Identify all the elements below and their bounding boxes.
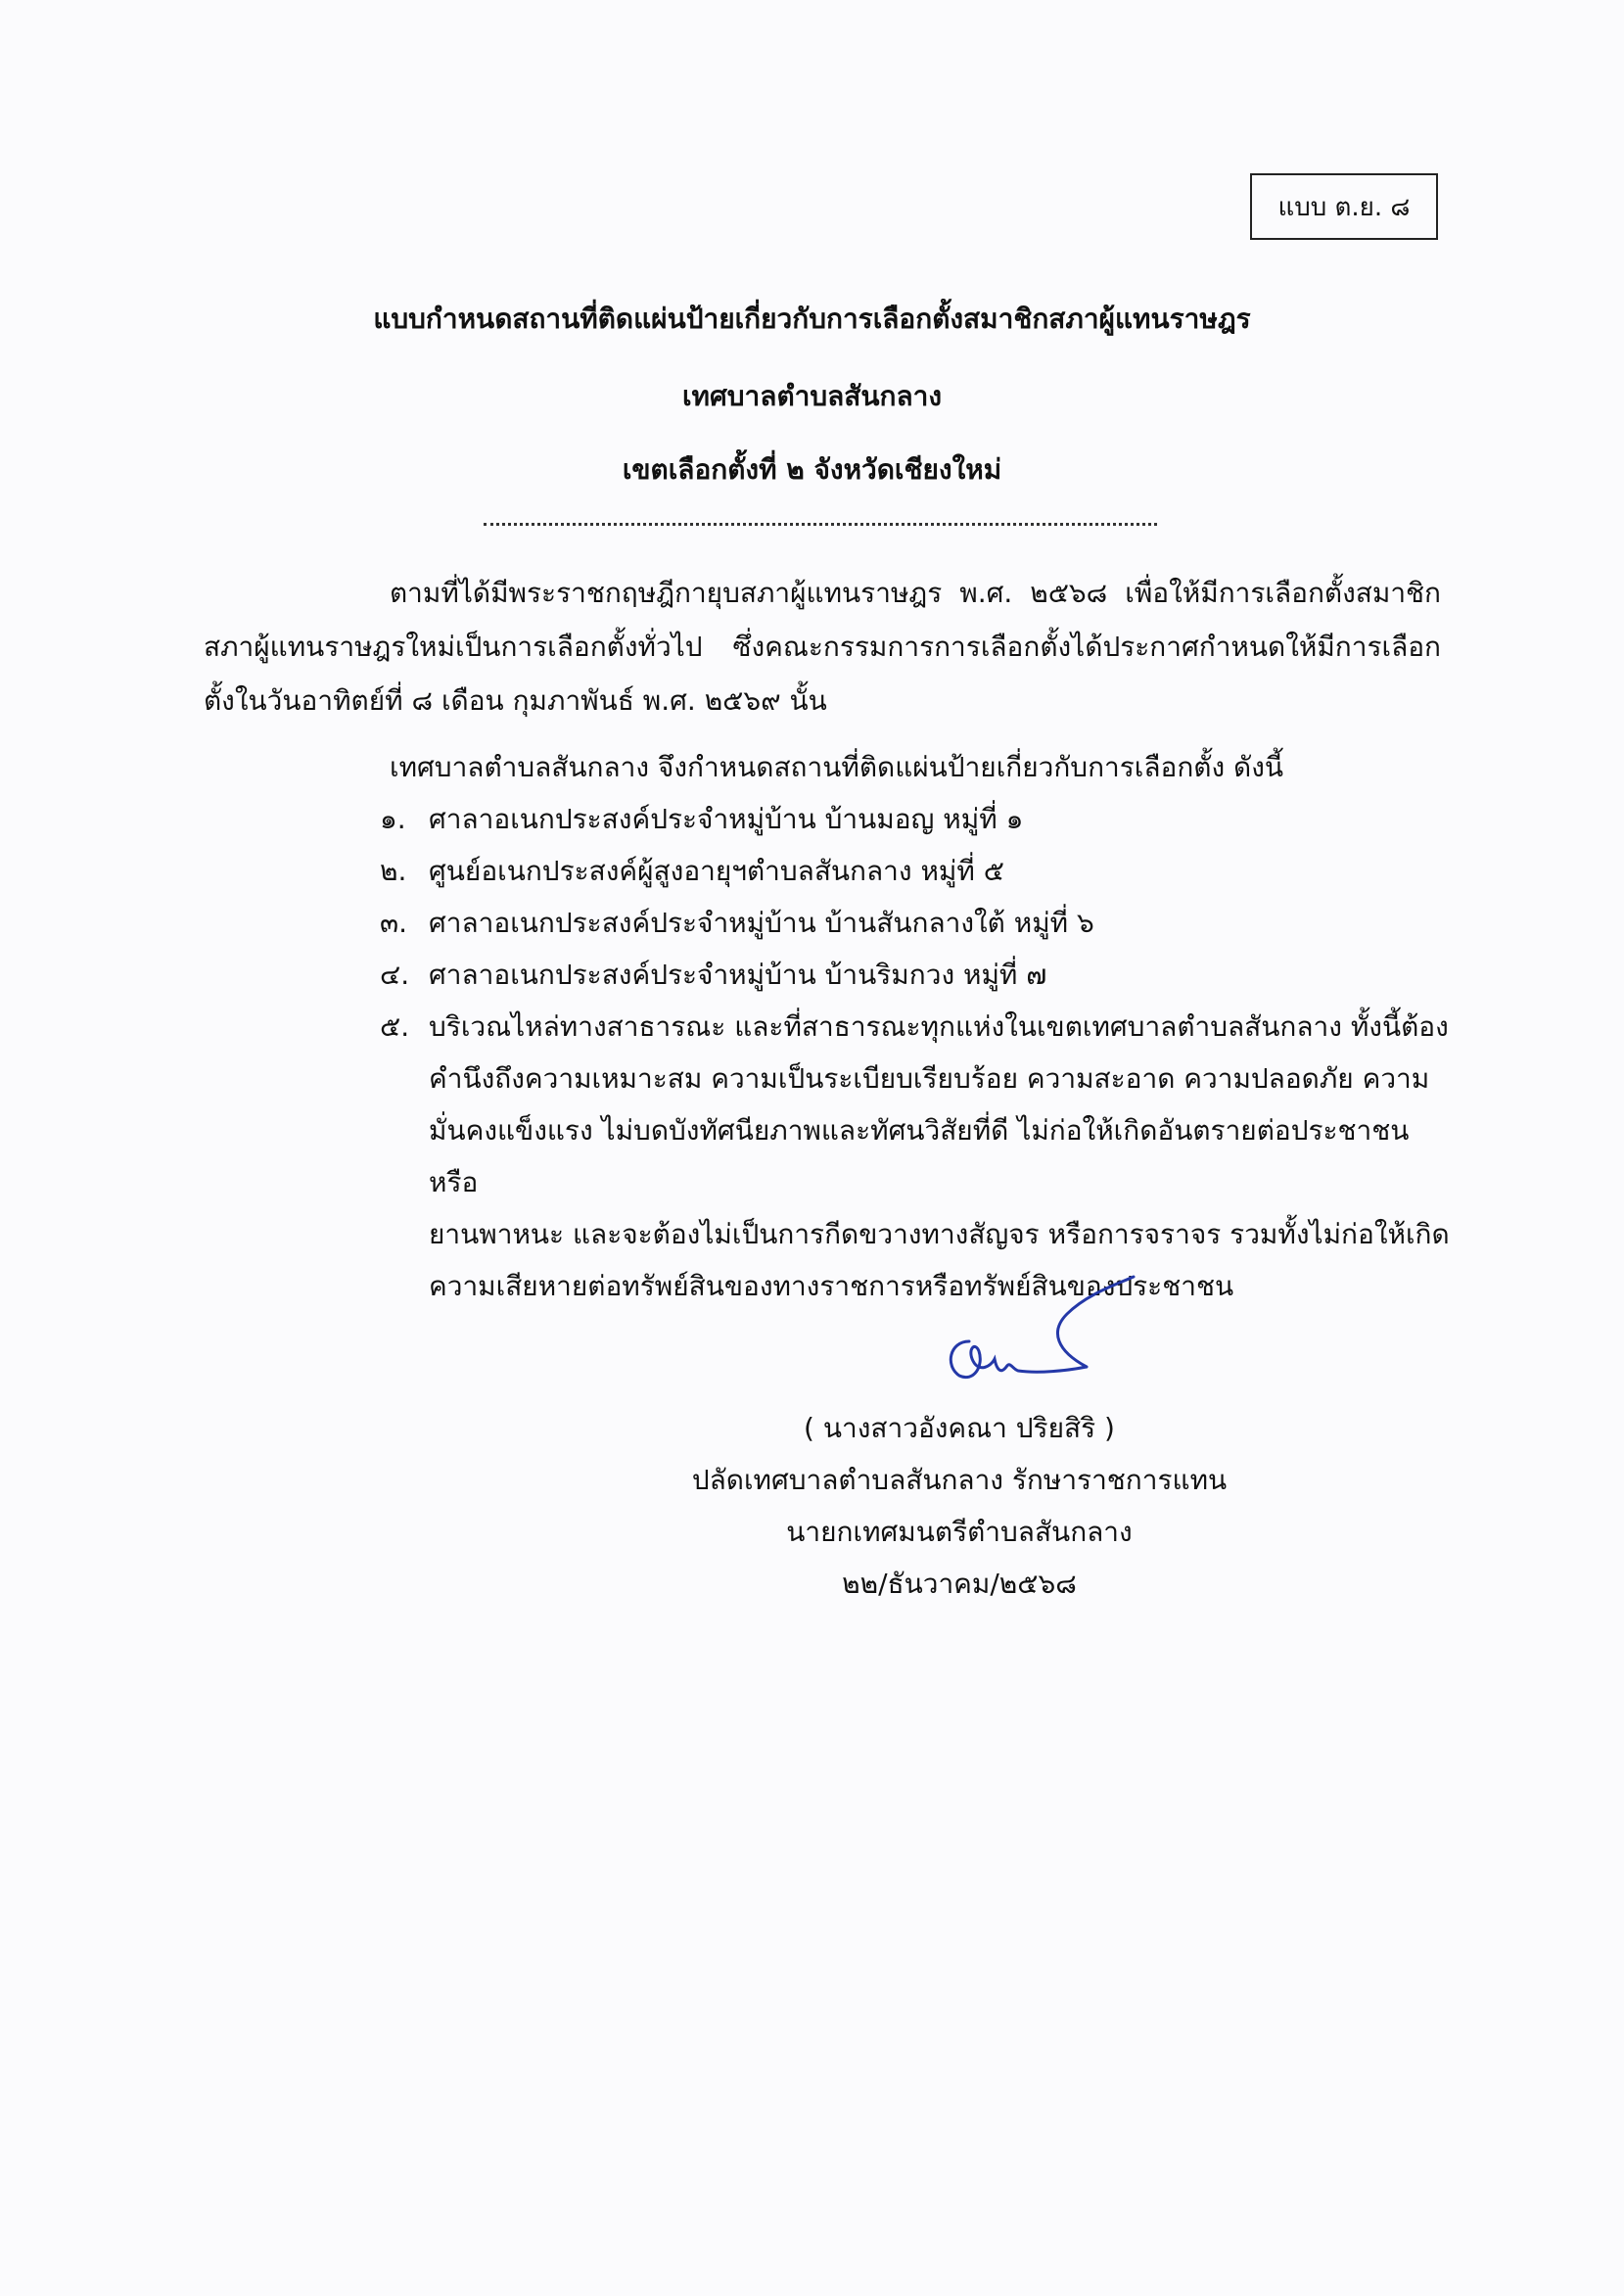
signatory-acting-position: นายกเทศมนตรีตำบลสันกลาง [786, 1516, 1133, 1548]
signature-date: ๒๒/ธันวาคม/๒๕๖๘ [842, 1568, 1077, 1600]
intro-paragraph: ตามที่ได้มีพระราชกฤษฎีกายุบสภาผู้แทนราษฎร พ.ศ. ๒๕๖๘ เพื่อให้มีการเลือกตั้งสมาชิกสภาผู้แทนราษฎรใหม่เป็นการเลือกตั้งทั่วไป ซึ่งคณะกรรมการการเลือกตั้งได้ประกาศกำหนดให้มีการเลือกตั้งในวันอาทิตย์ที่ ๘ เดือน กุมภาพันธ์ พ.ศ. ๒๕๖๙ นั้น [204, 577, 1441, 717]
list-item [380, 845, 1466, 897]
signatory-position: ปลัดเทศบาลตำบลสันกลาง รักษาราชการแทน [691, 1464, 1228, 1496]
signature-block [636, 1402, 1282, 1610]
list-item-text: ศาลาอเนกประสงค์ประจำหมู่บ้าน บ้านริมกวง หมู่ที่ ๗ [429, 959, 1047, 991]
organization-name: เทศบาลตำบลสันกลาง [681, 380, 943, 412]
list-item-text: ศาลาอเนกประสงค์ประจำหมู่บ้าน บ้านมอญ หมู่ที่ ๑ [429, 803, 1024, 835]
list-item [380, 1001, 1466, 1312]
dotted-divider [484, 509, 1157, 526]
list-item-number: ๒. [380, 855, 407, 887]
location-list [380, 793, 1466, 1312]
handwritten-signature [940, 1273, 1136, 1405]
list-item [380, 793, 1466, 845]
signatory-name: ( นางสาวอังคณา ปริยสิริ ) [804, 1412, 1115, 1444]
document-title: แบบกำหนดสถานที่ติดแผ่นป้ายเกี่ยวกับการเลือกตั้งสมาชิกสภาผู้แทนราษฎร [373, 303, 1251, 335]
list-item-number: ๓. [380, 907, 408, 939]
list-item-number: ๑. [380, 803, 406, 835]
list-lead-text: เทศบาลตำบลสันกลาง จึงกำหนดสถานที่ติดแผ่นป้ายเกี่ยวกับการเลือกตั้ง ดังนี้ [390, 751, 1284, 783]
list-item-text: บริเวณไหล่ทางสาธารณะ และที่สาธารณะทุกแห่งในเขตเทศบาลตำบลสันกลาง ทั้งนี้ต้อง คำนึงถึงความเหมาะสม ความเป็นระเบียบเรียบร้อย ความสะอาด ความปลอดภัย ความ มั่นคงแข็งแรง ไม่บดบังทัศนียภาพและทัศนวิสัยที่ดี ไม่ก่อให้เกิดอันตรายต่อประชาชน หรือ ยานพาหนะ และจะต้องไม่เป็นการกีดขวางทางสัญจร หรือการจราจร รวมทั้งไม่ก่อให้เกิด ความเสียหายต่อทรัพย์สินของทางราชการหรือทรัพย์สินของประชาชน [429, 1010, 1450, 1302]
list-item-number: ๕. [380, 1010, 410, 1043]
list-item [380, 949, 1466, 1001]
list-item-number: ๔. [380, 959, 410, 991]
list-item-text: ศาลาอเนกประสงค์ประจำหมู่บ้าน บ้านสันกลางใต้ หมู่ที่ ๖ [429, 907, 1094, 939]
list-item-text: ศูนย์อเนกประสงค์ผู้สูงอายุฯตำบลสันกลาง หมู่ที่ ๕ [429, 855, 1004, 887]
form-code-box: แบบ ต.ย. ๘ [1250, 173, 1438, 240]
list-item [380, 897, 1466, 949]
electoral-district: เขตเลือกตั้งที่ ๒ จังหวัดเชียงใหม่ [622, 453, 1002, 486]
